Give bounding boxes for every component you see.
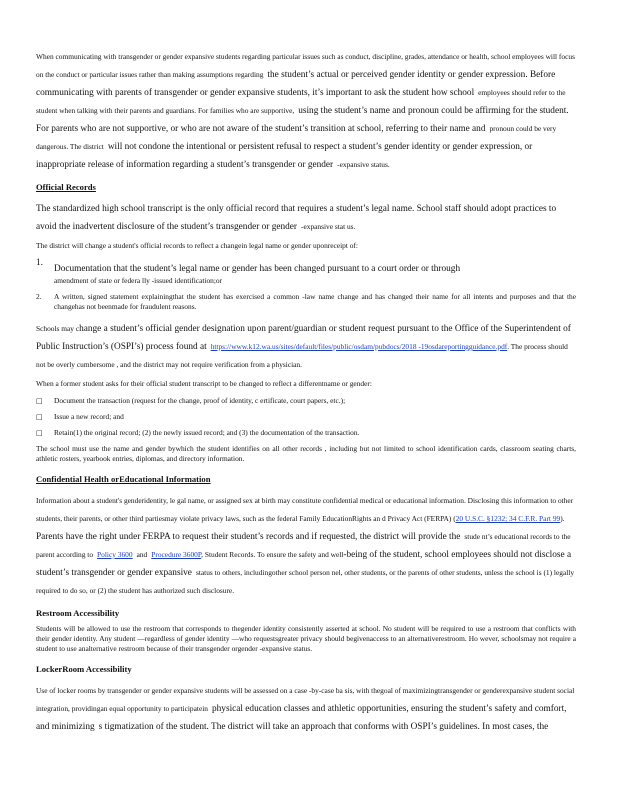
intro-paragraph [36, 46, 576, 172]
intro-text-1: the student’s actual or perceived gender identity or gender expression. Before communicating with parents of transgender or gender expansive students, it’s important to ask the student how school [36, 70, 556, 98]
locker-text-2: physical education classes and athletic opportunities, ensuring the student’s safety and comfort, and minimizing [36, 704, 567, 732]
policy-3600-link[interactable]: Policy 3600 [97, 550, 133, 559]
restroom-heading: Restroom Accessibility [36, 608, 120, 618]
list-item [36, 292, 576, 312]
official-records-text-1: The standardized high school transcript is the only official record that requires a student’s legal name. School staff should adopt practices to avoid the inadvertent disclosure of the student’s transgender or gender [36, 204, 557, 232]
locker-room-heading: LockerRoom Accessibility [36, 664, 132, 674]
locker-text-1: Use of locker rooms by transgender or gender expansive students will be assessed on a case -by-case ba sis, with thegoal of maximizingtransgender or genderexpansive student social integration, providingan equal opportunity to participatein [36, 686, 575, 713]
list-item [36, 428, 576, 438]
locker-room-para [36, 680, 576, 734]
ferpa-citation-link[interactable]: 20 U.S.C. §1232; 34 C.F.R. Part 99 [455, 514, 561, 523]
intro-text-small-3: pronoun could be very dangerous. The district [36, 124, 557, 151]
official-records-para-2: The district will change a student's official records to reflect a changein legal name or gender uponreceipt of: [36, 241, 358, 250]
official-records-heading: Official Records [36, 182, 96, 192]
and-text: and [136, 550, 148, 559]
confidential-paren-close: ). [560, 514, 565, 523]
confidential-text-6: status to others, includingother school person nel, other students, or the parents of other students, unless the school is (1) legally required to do so, or (2) the student has authorized such disclosure. [36, 568, 575, 595]
checkbox-bullet-icon: □ [36, 429, 43, 437]
list-item-text-small: amendment of state or federa lly -issued identification;or [54, 276, 223, 285]
official-records-text-1-tail: -expansive stat us. [301, 222, 356, 231]
intro-text-2: using the student’s name and pronoun could be affirming for the student. For parents who are not supportive, or who are not aware of the student’s transition at school, referring to their name and [36, 106, 569, 134]
list-item [36, 258, 576, 286]
confidential-text-1: Information about a student's genderidentity, le gal name, or assigned sex at birth may constitute confidential medical or educational information. Disclosing this information to other students, their parents, or other third partiesmay violate privacy laws, such as the federal Family EducationRights an d Privacy Act (FERPA) ( [36, 496, 574, 523]
confidential-text-2: Parents have the right under FERPA to request their student’s records and if requested, the district will provide the [36, 532, 461, 542]
confidential-para [36, 490, 576, 598]
change-designation-text: hange a student’s official gender designation upon parent/guardian or student request pursuant to the Office of the Superintendent of Public Instruction’s (OSPI’s) process found at [36, 324, 571, 352]
official-records-para-4: When a former student asks for their official student transcript to be changed to reflect a differentname or gender: [36, 379, 372, 388]
intro-text-small-1: When communicating with transgender or gender expansive students regarding particular issues such as conduct, discipline, grades, attendance or health, school employees will focus on the conduct or particular issues rather than making assumptions regarding [36, 52, 575, 79]
official-records-para-5: The school must use the name and gender bywhich the student identifies on all other records , including but not limited to school identification cards, classroom seating charts, athletic rosters, yearbook entries, diplomas, and directory information. [36, 444, 576, 463]
list-item [36, 396, 576, 406]
procedure-3600p-link[interactable]: Procedure 3600P [151, 550, 202, 559]
locker-text-3: s tigmatization of the student. The district will take an approach that conforms with OSPI’s guidelines. In most cases, the [98, 722, 549, 732]
confidential-text-3: stude nt’s educational records to the parent according to [36, 532, 571, 559]
process-text: . The process should not be overly cumbersome , and the district may not require verification from a physician. [36, 342, 568, 369]
intro-text-small-4: -expansive status. [337, 160, 390, 169]
confidential-heading: Confidential Health orEducational Information [36, 474, 211, 484]
list-item-text: Document the transaction (request for the change, proof of identity, c ertificate, court papers, etc.); [54, 396, 346, 405]
ospi-guidance-link[interactable]: https://www.k12.wa.us/sites/default/files/public/osdam/pubdocs/2018 -19osdareportingguidance.pdf [210, 342, 508, 351]
list-number: 1. [36, 258, 43, 268]
confidential-text-5: -being of the student, school employees should not disclose a student’s transgender or gender expansive [36, 550, 572, 578]
schools-may-text: Schools may c [36, 324, 80, 333]
restroom-para: Students will be allowed to use the restroom that corresponds to thegender identity consistently asserted at school. No student will be required to use a restroom that conflicts with their gender identity. Any student —regardless of gender identity —who requestsgreater privacy should begivenaccess to an alternativerestroom. Ho wever, schoolsmay not require a student to use analternative restroom because of their transgender orgender -expansive status. [36, 624, 576, 653]
list-item-text: Retain(1) the original record; (2) the newly issued record; and (3) the documentation of the transaction. [54, 428, 360, 437]
list-item-text: A written, signed statement explainingthat the student has exercised a common -law name change and has changed their name for all intents and purposes and that the changehas not beenmade for fraudulent reasons. [54, 292, 576, 311]
list-item-text: Documentation that the student’s legal name or gender has been changed pursuant to a court order or through [54, 264, 461, 274]
list-item-text: Issue a new record; and [54, 412, 124, 421]
official-records-para-3 [36, 318, 576, 372]
list-number: 2. [36, 292, 42, 301]
confidential-text-4: , Student Records. To ensure the safety and well [201, 550, 344, 559]
checkbox-bullet-icon: □ [36, 413, 43, 421]
checkbox-bullet-icon: □ [36, 397, 43, 405]
list-item [36, 412, 576, 422]
official-records-para-1 [36, 198, 576, 234]
intro-text-small-2: employees should refer to the student when talking with their parents and guardians. For families who are supportive, [36, 88, 566, 115]
document-page [36, 46, 576, 741]
intro-text-3: will not condone the intentional or persistent refusal to respect a student’s gender identity or gender expression, or inappropriate release of information regarding a student’s transgender or gender [36, 142, 533, 170]
